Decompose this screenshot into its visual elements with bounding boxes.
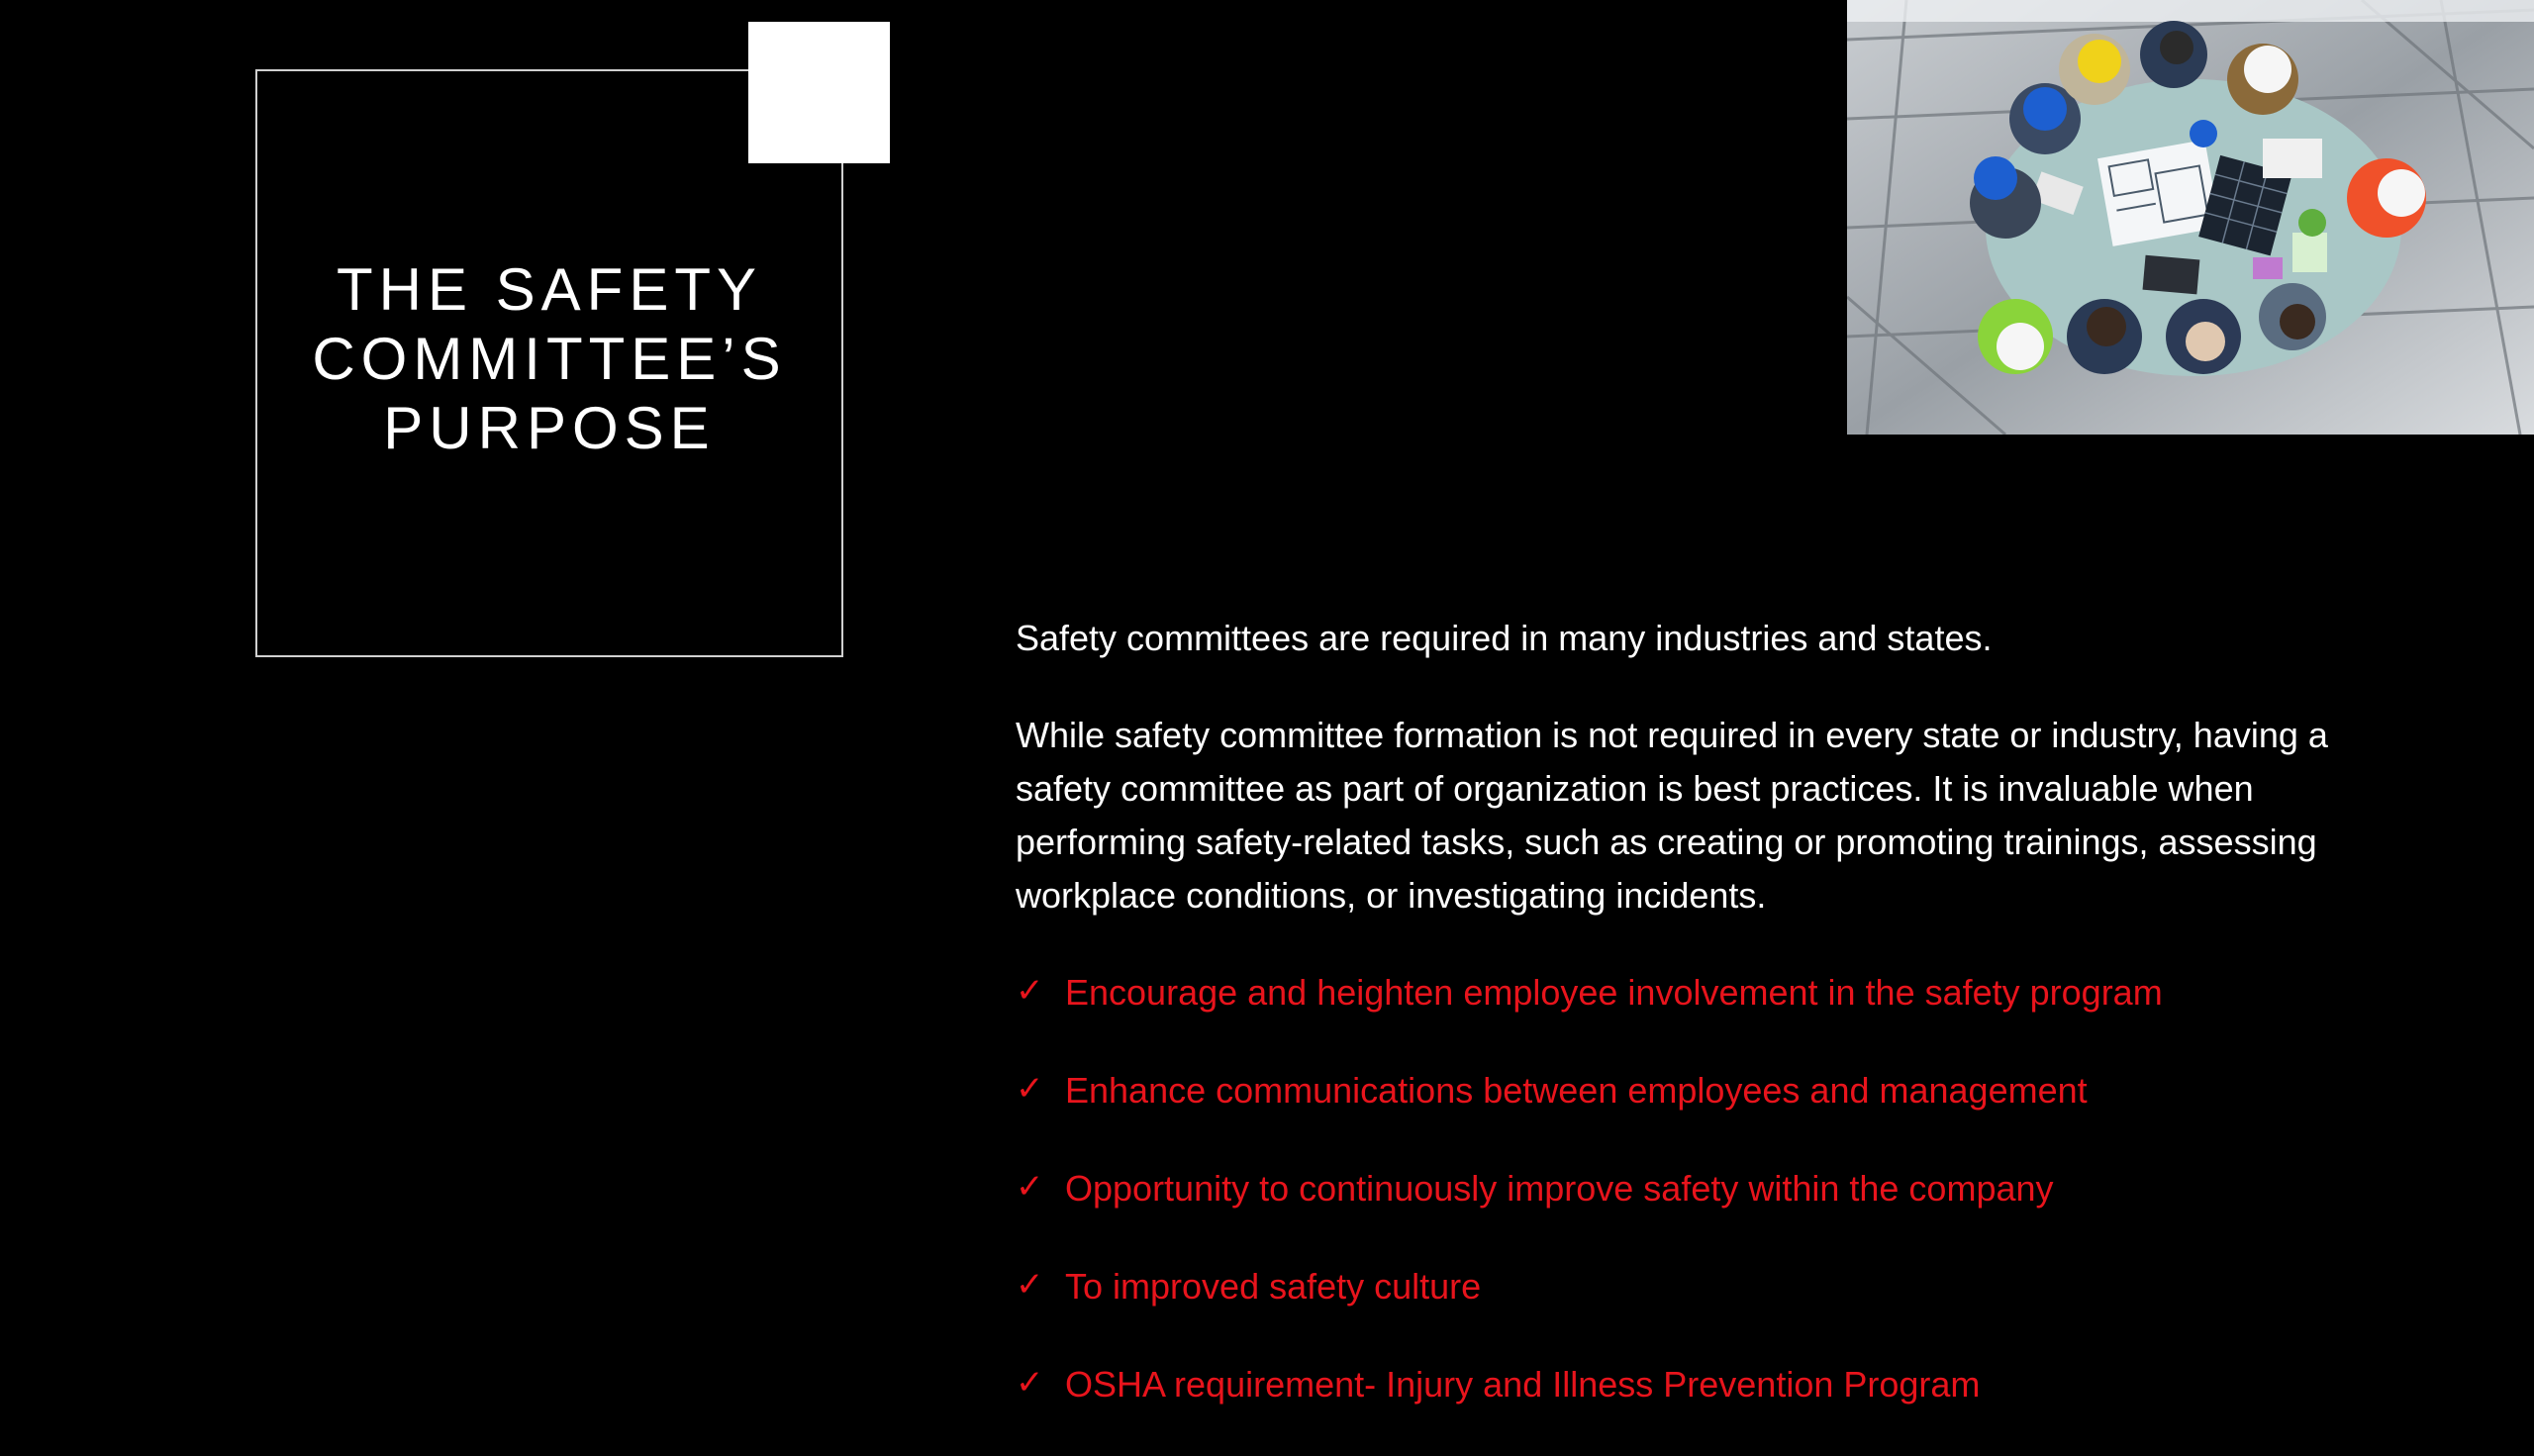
corner-accent-square <box>748 22 890 163</box>
body-paragraph: While safety committee formation is not required in every state or industry, having a safety committee as part of organization is best practices. It is invaluable when performing safety-related tasks, such as creating or promoting trainings, assessing workplace conditions, or investigating incidents. <box>1016 715 2328 916</box>
list-item <box>1016 1064 2421 1117</box>
list-item-text: Opportunity to continuously improve safety within the company <box>1065 1168 2054 1209</box>
content-body <box>1016 612 2421 1456</box>
meeting-photo <box>1847 0 2534 435</box>
check-icon: ✓ <box>1016 971 1044 1011</box>
check-icon: ✓ <box>1016 1167 1044 1207</box>
slide-title <box>255 255 843 463</box>
list-item <box>1016 1260 2421 1313</box>
list-item-text: To improved safety culture <box>1065 1266 1482 1307</box>
list-item-text: OSHA requirement- Injury and Illness Prevention Program <box>1065 1364 1981 1405</box>
list-item <box>1016 1358 2421 1411</box>
list-item <box>1016 1162 2421 1215</box>
list-item <box>1016 966 2421 1019</box>
list-item-text: Enhance communications between employees and management <box>1065 1070 2088 1111</box>
check-icon: ✓ <box>1016 1363 1044 1403</box>
title-line-1: THE SAFETY <box>336 256 763 323</box>
intro-text: Safety committees are required in many industries and states. <box>1016 618 1993 658</box>
purpose-list <box>1016 966 2421 1411</box>
list-item-text: Encourage and heighten employee involvement in the safety program <box>1065 972 2163 1013</box>
check-icon: ✓ <box>1016 1265 1044 1305</box>
title-line-2: COMMITTEE’S <box>312 326 787 392</box>
check-icon: ✓ <box>1016 1069 1044 1109</box>
meeting-photo-illustration <box>1847 0 2534 435</box>
title-line-3: PURPOSE <box>383 395 716 461</box>
